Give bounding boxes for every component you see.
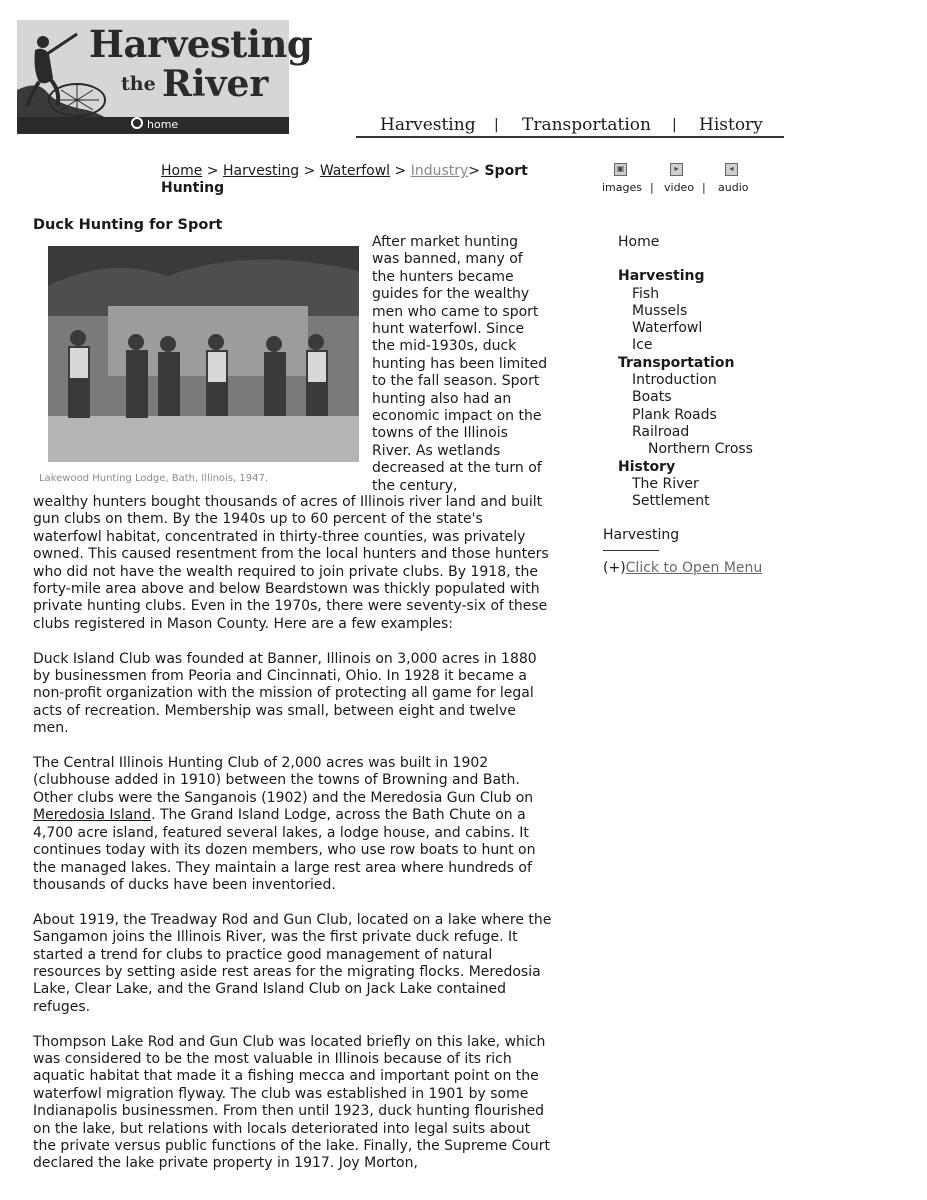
paragraph-text: The Central Illinois Hunting Club of 2,000 acres was built in 1902 (clubhouse added in 1910) between the towns of Browning and Bath. Other clubs were the Sanganois (1902) and the Meredosia Gun Club on bbox=[33, 755, 534, 806]
open-menu-link[interactable]: Click to Open Menu bbox=[625, 560, 763, 576]
article-body bbox=[33, 494, 553, 1190]
sidebar-item-settlement[interactable]: Settlement bbox=[632, 493, 710, 510]
sidebar-item-the-river[interactable]: The River bbox=[632, 475, 699, 492]
sidebar-item-home[interactable]: Home bbox=[618, 234, 660, 250]
site-logo[interactable] bbox=[17, 20, 313, 134]
paragraph-text: . The Grand Island Lodge, across the Bath Chute on a 4,700 acre island, featured several lakes, a lodge house, and cabins. It continues today with its dozen members, who use row boats to hunt on the managed lakes. They maintain a large rest area where hundreds of thousands of ducks have been inventoried. bbox=[33, 807, 536, 893]
breadcrumb-current: Sport Hunting bbox=[161, 163, 528, 196]
sidebar-item-mussels[interactable]: Mussels bbox=[632, 302, 688, 319]
sidebar-item-fish[interactable]: Fish bbox=[632, 285, 660, 302]
sidebar-item-boats[interactable]: Boats bbox=[632, 389, 672, 406]
images-link[interactable]: images bbox=[602, 181, 642, 194]
home-link[interactable] bbox=[131, 117, 178, 133]
thompson-lake-paragraph: Thompson Lake Rod and Gun Club was located briefly on this lake, which was considered to be the most valuable in Illinois because of its rich aquatic habitat that made it a fishing mecca and important point on the waterfowl migration flyway. The club was established in 1901 by some Indianapolis businessmen. From then until 1923, duck hunting flourished on the lake, but relations with locals deteriorated into legal suits about the private versus public functions of the lake. Finally, the Supreme Court declared the lake private property in 1917. Joy Morton, bbox=[33, 1033, 551, 1172]
breadcrumb-separator: > bbox=[468, 163, 481, 179]
breadcrumb bbox=[161, 163, 541, 197]
sidebar-spacer bbox=[618, 251, 818, 268]
breadcrumb-home[interactable]: Home bbox=[161, 163, 203, 179]
breadcrumb-harvesting[interactable]: Harvesting bbox=[222, 163, 300, 179]
media-separator: | bbox=[702, 181, 706, 194]
breadcrumb-waterfowl[interactable]: Waterfowl bbox=[319, 163, 391, 179]
images-icon[interactable]: ▣ bbox=[614, 163, 627, 176]
breadcrumb-industry[interactable]: Industry bbox=[410, 163, 469, 179]
sidebar-item-introduction[interactable]: Introduction bbox=[632, 372, 717, 389]
sidebar-item-plank-roads[interactable]: Plank Roads bbox=[632, 406, 717, 423]
sidebar-item-transportation[interactable]: Transportation bbox=[618, 354, 735, 371]
logo-title-river: River bbox=[162, 63, 269, 105]
open-menu-prefix: (+) bbox=[603, 560, 626, 576]
topnav-separator: | bbox=[494, 117, 499, 133]
topnav-transportation[interactable]: Transportation bbox=[522, 115, 651, 135]
breadcrumb-separator: > bbox=[303, 163, 316, 179]
intro-wrapped-text: After market hunting was banned, many of the hunters became guides for the wealthy men who came to sport hunt waterfowl. Since the mid-1930s, duck hunting has been limited to the fall season. Sport hunting also had an economic impact on the towns of the Illinois River. As wetlands decreased at the turn of the century, bbox=[372, 234, 548, 494]
hunting-lodge-photo bbox=[48, 246, 359, 462]
duck-island-paragraph: Duck Island Club was founded at Banner, Illinois on 3,000 acres in 1880 by businessmen from Peoria and Cincinnati, Ohio. In 1928 it became a non-profit organization with the mission of protecting all game for legal acts of recreation. Membership was small, between eight and twelve men. bbox=[33, 650, 537, 737]
section-label: Harvesting bbox=[603, 527, 680, 543]
sidebar-item-waterfowl[interactable]: Waterfowl bbox=[632, 320, 703, 337]
media-separator: | bbox=[650, 181, 654, 194]
topnav-separator: | bbox=[672, 117, 677, 133]
top-navigation bbox=[356, 114, 784, 138]
audio-icon[interactable]: ◂ bbox=[725, 163, 738, 176]
topnav-harvesting[interactable]: Harvesting bbox=[380, 115, 476, 135]
intro-paragraph: wealthy hunters bought thousands of acres of Illinois river land and built gun clubs on them. By the 1940s up to 60 percent of the state's waterfowl habitat, concentrated in thirty-three counties, was privately owned. This caused resentment from the local hunters and those hunters who did not have the wealth required to join private clubs. By 1918, the forty-mile area above and below Beardstown was thickly populated with private hunting clubs. Even in the 1970s, there were seventy-six of these clubs registered in Mason County. Here are a few examples: bbox=[33, 494, 549, 632]
home-link-label: home bbox=[147, 118, 179, 131]
sidebar-item-railroad[interactable]: Railroad bbox=[632, 423, 690, 440]
treadway-paragraph: About 1919, the Treadway Rod and Gun Club, located on a lake where the Sangamon joins the Illinois River, was the first private duck refuge. It started a trend for clubs to practice good management of natural resources by setting aside rest areas for the migrating flocks. Meredosia Lake, Clear Lake, and the Grand Island Club on Jack Lake contained refuges. bbox=[33, 911, 552, 1015]
section-divider bbox=[603, 550, 659, 551]
logo-divider bbox=[17, 133, 289, 134]
open-menu-toggle bbox=[603, 560, 762, 577]
photo-caption: Lakewood Hunting Lodge, Bath, Illinois, 1947. bbox=[39, 473, 269, 484]
central-illinois-paragraph bbox=[33, 755, 553, 894]
logo-title-harvesting: Harvesting bbox=[89, 22, 313, 66]
audio-link[interactable]: audio bbox=[718, 181, 749, 194]
sidebar-item-ice[interactable]: Ice bbox=[632, 337, 653, 354]
breadcrumb-separator: > bbox=[394, 163, 407, 179]
sidebar-menu bbox=[618, 234, 818, 510]
page-title: Duck Hunting for Sport bbox=[33, 217, 223, 233]
video-link[interactable]: video bbox=[664, 181, 695, 194]
sidebar-item-history[interactable]: History bbox=[618, 458, 676, 475]
meredosia-island-link[interactable]: Meredosia Island bbox=[33, 807, 152, 824]
video-icon[interactable]: ▸ bbox=[670, 163, 683, 176]
sidebar-item-harvesting[interactable]: Harvesting bbox=[618, 268, 705, 285]
sidebar-item-northern-cross[interactable]: Northern Cross bbox=[648, 441, 753, 458]
topnav-history[interactable]: History bbox=[699, 115, 763, 135]
hunters-photo-icon bbox=[48, 246, 359, 462]
home-circle-icon bbox=[131, 117, 143, 129]
logo-title-the: the bbox=[121, 73, 156, 95]
breadcrumb-separator: > bbox=[206, 163, 219, 179]
